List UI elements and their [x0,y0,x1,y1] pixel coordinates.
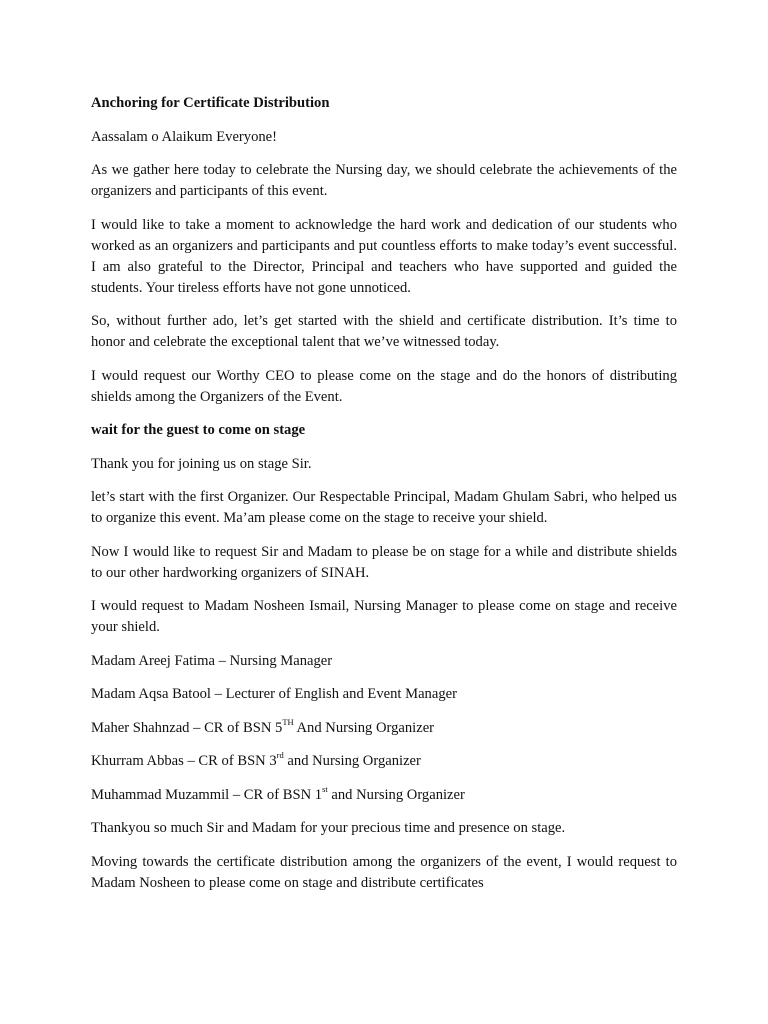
ordinal-suffix: st [322,783,328,794]
organizer-name: Khurram Abbas – CR of BSN 3 [91,753,277,769]
paragraph-distribute-shields: Now I would like to request Sir and Madam to please be on stage for a while and distribute shields to our other hardworking organizers of SINAH. [91,543,677,581]
organizer-list-item [91,751,677,772]
organizer-list-item [91,785,677,806]
paragraph-certificate-distribution: Moving towards the certificate distribution among the organizers of the event, I would request to Madam Nosheen to please come on stage and distribute certificates [91,853,677,891]
document-page [91,93,677,906]
paragraph-thanks-sir: Thank you for joining us on stage Sir. [91,455,312,472]
paragraph-get-started: So, without further ado, let’s get started with the shield and certificate distribution. It’s time to honor and celebrate the exceptional talent that we’ve witnessed today. [91,313,677,350]
organizer-name: Maher Shahnzad – CR of BSN 5 [91,719,283,736]
organizer-role: and Nursing Organizer [327,786,465,803]
organizer-list-item: Madam Areej Fatima – Nursing Manager [91,652,333,669]
greeting: Aassalam o Alaikum Everyone! [91,128,278,145]
stage-instruction: wait for the guest to come on stage [91,422,306,438]
organizer-list-item [91,718,677,739]
organizer-role: and Nursing Organizer [283,753,421,769]
paragraph-nursing-manager: I would request to Madam Nosheen Ismail, Nursing Manager to please come on stage and receive your shield. [91,598,677,635]
paragraph-celebration: As we gather here today to celebrate the Nursing day, we should celebrate the achievements of the organizers and participants of this event. [91,162,677,199]
organizer-name: Muhammad Muzammil – CR of BSN 1 [91,786,323,803]
paragraph-thankyou: Thankyou so much Sir and Madam for your precious time and presence on stage. [91,820,566,836]
paragraph-first-organizer: let’s start with the first Organizer. Our Respectable Principal, Madam Ghulam Sabri, who helped us to organize this event. Ma’am please come on the stage to receive your shield. [91,489,677,526]
organizer-role: And Nursing Organizer [293,719,435,736]
ordinal-suffix: TH [282,716,294,727]
document-title: Anchoring for Certificate Distribution [91,95,330,111]
ordinal-suffix: rd [276,750,284,761]
paragraph-ceo-request: I would request our Worthy CEO to please come on the stage and do the honors of distributing shields among the Organizers of the Event. [91,367,677,405]
organizer-list-item: Madam Aqsa Batool – Lecturer of English and Event Manager [91,686,457,702]
paragraph-acknowledgement: I would like to take a moment to acknowledge the hard work and dedication of our students who worked as an organizers and participants and put countless efforts to make today’s event successful. I am also grateful to the Director, Principal and teachers who have supported and guided the students. Your tireless efforts have not gone unnoticed. [91,216,677,296]
